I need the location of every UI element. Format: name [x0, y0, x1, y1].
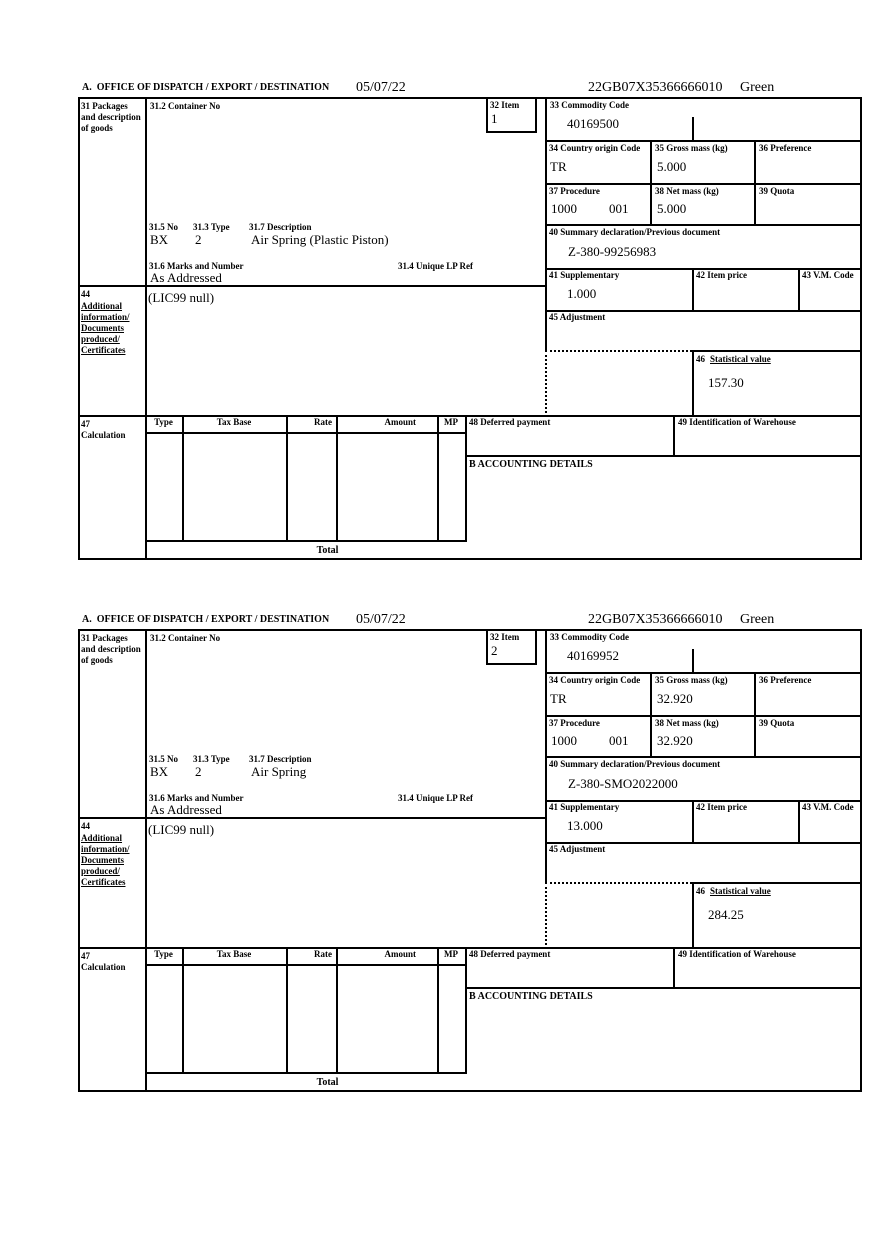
col-tax-base-header: Tax Base: [216, 417, 252, 427]
border-line: [145, 97, 147, 560]
border-line: [437, 947, 439, 1074]
accounting-details-label: B ACCOUNTING DETAILS: [469, 459, 593, 470]
border-line: [78, 629, 80, 1092]
border-line: [535, 629, 537, 665]
col-rate-header: Rate: [314, 417, 332, 427]
border-line: [78, 97, 80, 560]
border-line: [692, 268, 694, 312]
border-line: [673, 415, 675, 457]
border-line: [545, 224, 862, 226]
item-number-value: 1: [491, 111, 498, 126]
dotted-border-line: [545, 882, 692, 884]
box31-6-label: 31.6 Marks and Number: [149, 261, 244, 271]
box37-label: 37 Procedure: [549, 718, 600, 728]
office-of-dispatch-header: A. OFFICE OF DISPATCH / EXPORT / DESTINATION: [82, 82, 330, 93]
box34-label: 34 Country origin Code: [549, 675, 641, 685]
supplementary-value: 13.000: [567, 818, 603, 833]
border-line: [78, 817, 547, 819]
border-line: [145, 540, 465, 542]
border-line: [860, 97, 862, 560]
col-tax-base-header: Tax Base: [216, 949, 252, 959]
border-line: [437, 415, 439, 542]
box43-label: 43 V.M. Code: [802, 270, 854, 280]
packages-type-value: 2: [195, 764, 202, 779]
box32-label: 32 Item: [490, 100, 520, 110]
border-line: [754, 672, 756, 758]
box31-6-label: 31.6 Marks and Number: [149, 793, 244, 803]
border-line: [535, 97, 537, 133]
border-line: [182, 415, 184, 542]
box42-label: 42 Item price: [696, 270, 747, 280]
border-line: [545, 140, 862, 142]
border-line: [545, 672, 862, 674]
box41-label: 41 Supplementary: [549, 802, 620, 812]
border-line: [673, 947, 675, 989]
border-line: [692, 800, 694, 844]
box44-number: 44: [81, 289, 90, 299]
box44-label: Additional information/ Documents produced/ Certificates: [81, 833, 130, 887]
border-line: [145, 1072, 465, 1074]
border-line: [486, 663, 537, 665]
border-line: [692, 350, 862, 352]
border-line: [78, 97, 862, 99]
gross-mass-value: 32.920: [657, 691, 693, 706]
box31-4-label: 31.4 Unique LP Ref: [398, 793, 474, 803]
packages-no-value: BX: [150, 232, 169, 247]
procedure-value: 1000: [551, 201, 577, 216]
box47-label: 47 Calculation: [81, 951, 126, 972]
col-mp-header: MP: [444, 417, 458, 427]
border-line: [798, 800, 800, 844]
border-line: [692, 649, 694, 674]
box31-4-label: 31.4 Unique LP Ref: [398, 261, 474, 271]
box36-label: 36 Preference: [759, 675, 812, 685]
goods-description-value: Air Spring: [251, 764, 307, 779]
packages-type-value: 2: [195, 232, 202, 247]
country-origin-value: TR: [550, 159, 567, 174]
border-line: [145, 432, 465, 434]
marks-value: As Addressed: [150, 270, 222, 285]
dotted-border-line: [545, 350, 547, 417]
border-line: [465, 987, 862, 989]
office-of-dispatch-header: A. OFFICE OF DISPATCH / EXPORT / DESTINATION: [82, 614, 330, 625]
col-amount-header: Amount: [384, 949, 416, 959]
mrn-number: 22GB07X35366666010: [588, 612, 723, 627]
border-line: [545, 715, 862, 717]
box48-label: 48 Deferred payment: [469, 417, 551, 427]
border-line: [78, 285, 547, 287]
box48-label: 48 Deferred payment: [469, 949, 551, 959]
gross-mass-value: 5.000: [657, 159, 687, 174]
box45-label: 45 Adjustment: [549, 844, 606, 854]
box41-label: 41 Supplementary: [549, 270, 620, 280]
border-line: [336, 947, 338, 1074]
additional-info-value: (LIC99 null): [148, 290, 215, 305]
box31-2-label: 31.2 Container No: [150, 633, 221, 643]
border-line: [650, 672, 652, 758]
box35-label: 35 Gross mass (kg): [655, 675, 728, 685]
box46-number: 46: [696, 886, 705, 896]
border-line: [650, 140, 652, 226]
border-line: [465, 415, 467, 542]
box47-label: 47 Calculation: [81, 419, 126, 440]
box38-label: 38 Net mass (kg): [655, 718, 719, 728]
additional-info-value: (LIC99 null): [148, 822, 215, 837]
box31-5-label: 31.5 No: [149, 754, 178, 764]
col-type-header: Type: [154, 949, 173, 959]
previous-document-value: Z-380-SMO2022000: [568, 776, 678, 791]
col-rate-header: Rate: [314, 949, 332, 959]
border-line: [286, 415, 288, 542]
box49-label: 49 Identification of Warehouse: [678, 417, 796, 427]
box46-label: Statistical value: [710, 886, 771, 896]
border-line: [545, 183, 862, 185]
item-number-value: 2: [491, 643, 498, 658]
packages-no-value: BX: [150, 764, 169, 779]
mrn-number: 22GB07X35366666010: [588, 80, 723, 95]
procedure-suffix-value: 001: [609, 201, 629, 216]
goods-description-value: Air Spring (Plastic Piston): [251, 232, 389, 247]
border-line: [78, 558, 862, 560]
border-line: [754, 140, 756, 226]
col-amount-header: Amount: [384, 417, 416, 427]
box38-label: 38 Net mass (kg): [655, 186, 719, 196]
commodity-code-value: 40169952: [567, 648, 619, 663]
box31-5-label: 31.5 No: [149, 222, 178, 232]
box32-label: 32 Item: [490, 632, 520, 642]
declaration-section-item-1: [78, 80, 862, 564]
col-mp-header: MP: [444, 949, 458, 959]
box33-label: 33 Commodity Code: [550, 100, 629, 110]
box33-label: 33 Commodity Code: [550, 632, 629, 642]
country-origin-value: TR: [550, 691, 567, 706]
box46-label: Statistical value: [710, 354, 771, 364]
border-line: [78, 1090, 862, 1092]
box36-label: 36 Preference: [759, 143, 812, 153]
box37-label: 37 Procedure: [549, 186, 600, 196]
box42-label: 42 Item price: [696, 802, 747, 812]
box44-number: 44: [81, 821, 90, 831]
border-line: [692, 117, 694, 142]
box39-label: 39 Quota: [759, 186, 795, 196]
border-line: [286, 947, 288, 1074]
box45-label: 45 Adjustment: [549, 312, 606, 322]
total-label: Total: [316, 545, 339, 556]
border-line: [692, 350, 694, 415]
border-line: [336, 415, 338, 542]
dotted-border-line: [545, 882, 547, 949]
border-line: [692, 882, 694, 947]
border-line: [545, 629, 547, 882]
routing-status: Green: [740, 612, 775, 627]
box31-label: 31 Packages and description of goods: [81, 101, 141, 133]
box31-3-label: 31.3 Type: [193, 754, 230, 764]
box43-label: 43 V.M. Code: [802, 802, 854, 812]
border-line: [486, 131, 537, 133]
border-line: [545, 97, 547, 350]
border-line: [145, 964, 465, 966]
accounting-details-label: B ACCOUNTING DETAILS: [469, 991, 593, 1002]
routing-status: Green: [740, 80, 775, 95]
declaration-date: 05/07/22: [356, 80, 406, 95]
declaration-section-item-2: [78, 612, 862, 1096]
previous-document-value: Z-380-99256983: [568, 244, 657, 259]
total-label: Total: [316, 1077, 339, 1088]
border-line: [465, 455, 862, 457]
commodity-code-value: 40169500: [567, 116, 619, 131]
dotted-border-line: [545, 350, 692, 352]
statistical-value: 157.30: [708, 375, 744, 390]
border-line: [486, 629, 488, 665]
border-line: [486, 97, 488, 133]
box40-label: 40 Summary declaration/Previous document: [549, 227, 721, 237]
border-line: [860, 629, 862, 1092]
supplementary-value: 1.000: [567, 286, 597, 301]
box31-7-label: 31.7 Description: [249, 222, 312, 232]
box39-label: 39 Quota: [759, 718, 795, 728]
box35-label: 35 Gross mass (kg): [655, 143, 728, 153]
box34-label: 34 Country origin Code: [549, 143, 641, 153]
box31-label: 31 Packages and description of goods: [81, 633, 141, 665]
border-line: [692, 882, 862, 884]
box31-3-label: 31.3 Type: [193, 222, 230, 232]
marks-value: As Addressed: [150, 802, 222, 817]
procedure-suffix-value: 001: [609, 733, 629, 748]
border-line: [182, 947, 184, 1074]
box44-label: Additional information/ Documents produced/ Certificates: [81, 301, 130, 355]
net-mass-value: 32.920: [657, 733, 693, 748]
border-line: [465, 947, 467, 1074]
box49-label: 49 Identification of Warehouse: [678, 949, 796, 959]
declaration-date: 05/07/22: [356, 612, 406, 627]
statistical-value: 284.25: [708, 907, 744, 922]
border-line: [545, 756, 862, 758]
border-line: [145, 629, 147, 1092]
col-type-header: Type: [154, 417, 173, 427]
net-mass-value: 5.000: [657, 201, 687, 216]
box40-label: 40 Summary declaration/Previous document: [549, 759, 721, 769]
border-line: [78, 629, 862, 631]
box46-number: 46: [696, 354, 705, 364]
box31-7-label: 31.7 Description: [249, 754, 312, 764]
procedure-value: 1000: [551, 733, 577, 748]
border-line: [798, 268, 800, 312]
box31-2-label: 31.2 Container No: [150, 101, 221, 111]
